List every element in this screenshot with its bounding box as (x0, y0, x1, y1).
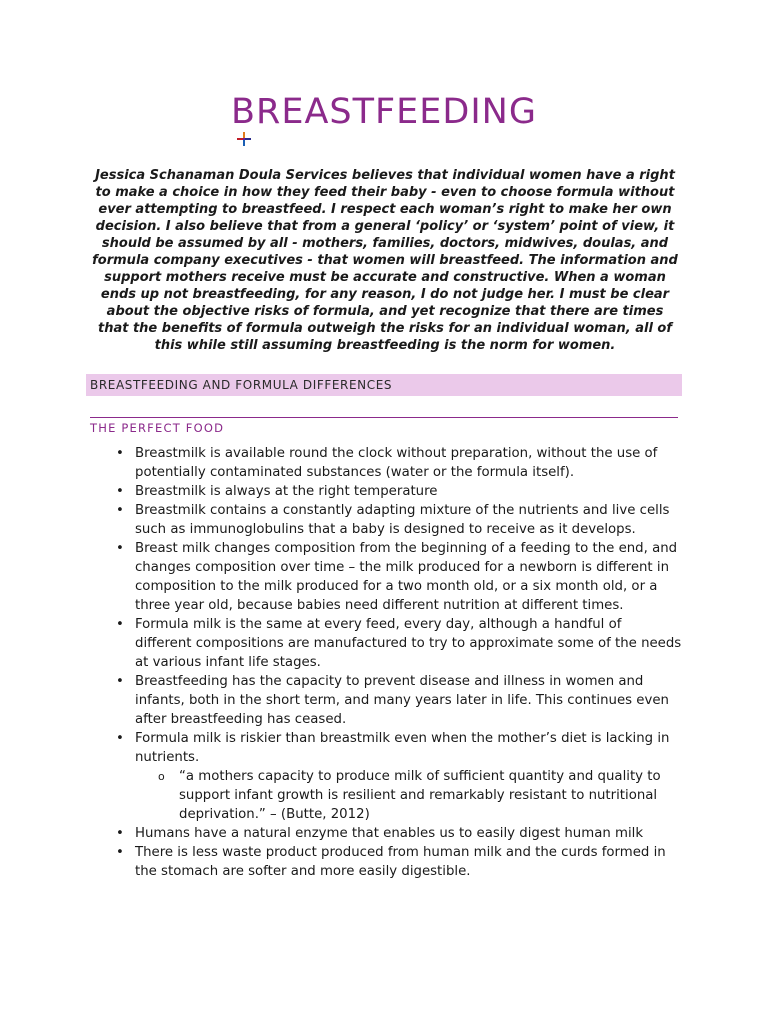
bullet-icon: • (116, 541, 124, 556)
list-item (112, 539, 682, 615)
list-item (112, 444, 682, 482)
page-title: BREASTFEEDING (231, 92, 537, 132)
bullet-icon: • (116, 503, 124, 518)
subheading: THE PERFECT FOOD (90, 421, 225, 435)
list-item (112, 615, 682, 672)
list-item-text: There is less waste product produced from human milk and the curds formed in the stomach are softer and more easily digestible. (135, 845, 666, 879)
list-item (112, 482, 682, 501)
list-item-text: Breast milk changes composition from the beginning of a feeding to the end, and changes composition over time – the milk produced for a newborn is different in composition to the milk produced for a two month old, or a six month old, or a three year old, because babies need different nutrition at different times. (135, 541, 678, 613)
divider (90, 417, 678, 418)
sub-list-item (135, 767, 682, 824)
list-item-text: Humans have a natural enzyme that enables us to easily digest human milk (135, 826, 644, 841)
list-item-text: Formula milk is the same at every feed, every day, although a handful of different compositions are manufactured to try to approximate some of the needs at various infant life stages. (135, 617, 682, 670)
bullet-icon: • (116, 617, 124, 632)
quote-text: “a mothers capacity to produce milk of sufficient quantity and quality to support infant growth is resilient and remarkably resistant to nutritional deprivation.” – (Butte, 2012) (179, 769, 661, 822)
intro-paragraph: Jessica Schanaman Doula Services believes that individual women have a right to make a choice in how they feed their baby - even to choose formula without ever attempting to breastfeed. I respect each woman’s right to make her own decision. I also believe that from a general ‘policy’ or ‘system’ point of view, it should be assumed by all - mothers, families, doctors, midwives, doulas, and formula company executives - that women will breastfeed. The information and support mothers receive must be accurate and constructive. When a woman ends up not breastfeeding, for any reason, I do not judge her. I must be clear about the objective risks of formula, and yet recognize that there are times that the benefits of formula outweigh the risks for an individual woman, all of this while still assuming breastfeeding is the norm for women. (92, 168, 678, 353)
list-item-text: Breastmilk contains a constantly adapting mixture of the nutrients and live cells such as immunoglobulins that a baby is designed to receive as it develops. (135, 503, 670, 537)
bullet-list (112, 444, 682, 881)
bullet-icon: • (116, 446, 124, 461)
list-item (112, 501, 682, 539)
section-heading: BREASTFEEDING AND FORMULA DIFFERENCES (86, 374, 682, 396)
circle-bullet-icon: o (158, 770, 165, 783)
sub-bullet-list (135, 767, 682, 824)
decorative-cross-icon (236, 131, 252, 147)
bullet-icon: • (116, 674, 124, 689)
bullet-icon: • (116, 845, 124, 860)
bullet-icon: • (116, 826, 124, 841)
bullet-icon: • (116, 731, 124, 746)
list-item (112, 843, 682, 881)
list-item (112, 824, 682, 843)
bullet-icon: • (116, 484, 124, 499)
list-item (112, 672, 682, 729)
list-item-text: Breastmilk is always at the right temperature (135, 484, 438, 499)
list-item-text: Formula milk is riskier than breastmilk even when the mother’s diet is lacking in nutrients. (135, 731, 670, 765)
list-item-text: Breastmilk is available round the clock without preparation, without the use of potentially contaminated substances (water or the formula itself). (135, 446, 658, 480)
list-item (112, 729, 682, 824)
list-item-text: Breastfeeding has the capacity to prevent disease and illness in women and infants, both in the short term, and many years later in life. This continues even after breastfeeding has ceased. (135, 674, 669, 727)
